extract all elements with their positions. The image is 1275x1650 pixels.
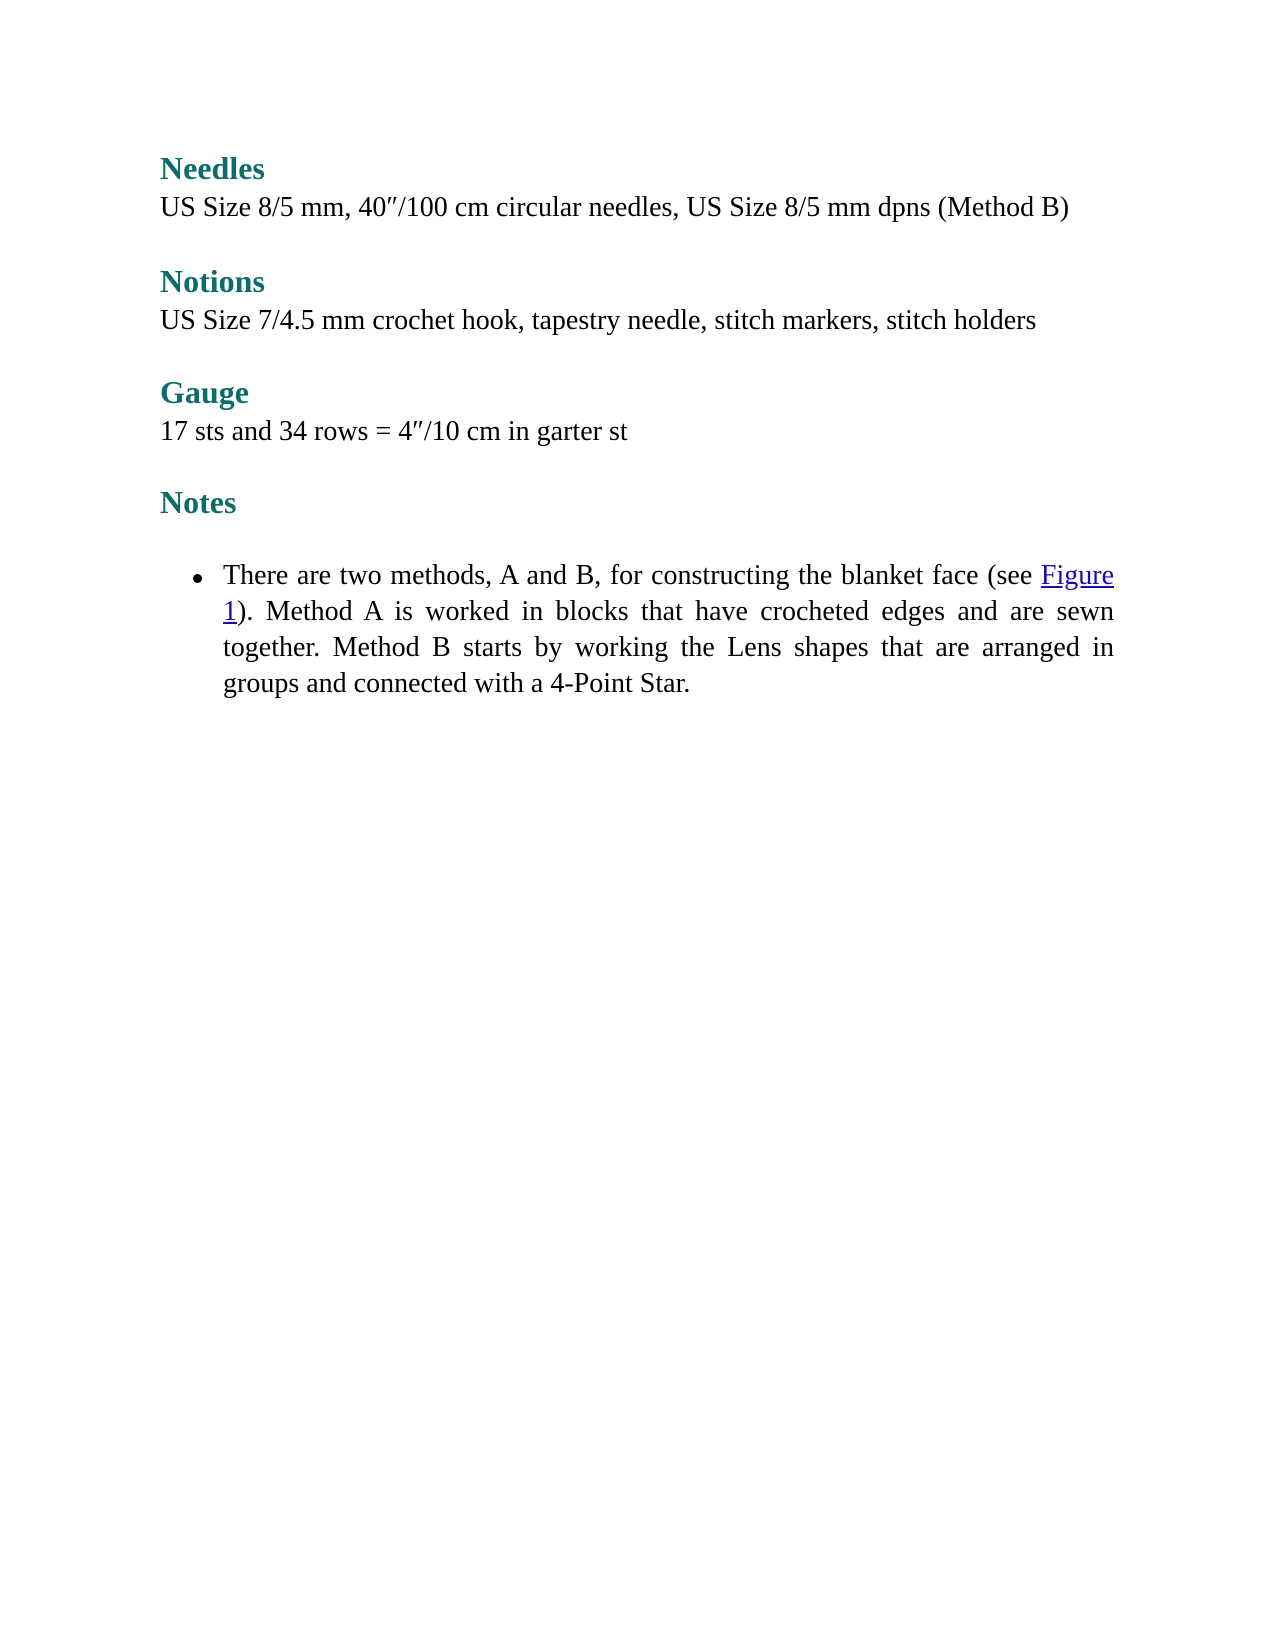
document-page	[160, 150, 1114, 702]
gauge-section	[160, 374, 1114, 450]
notes-heading: Notes	[160, 484, 237, 520]
gauge-heading: Gauge	[160, 374, 249, 410]
note-text-start: There are two methods, A and B, for constructing the blanket face (see	[223, 560, 1041, 591]
notes-list	[160, 558, 1114, 702]
figure-1-link[interactable]: Figure 1	[223, 560, 1114, 627]
bullet-icon	[193, 574, 202, 583]
notions-heading: Notions	[160, 263, 265, 299]
note-text-end: ). Method A is worked in blocks that have crocheted edges and are sewn together. Method B starts by working the Lens shapes that are arranged in groups and connected with a 4-Point Star.	[223, 596, 1114, 699]
gauge-text: 17 sts and 34 rows = 4″/10 cm in garter st	[160, 416, 628, 447]
list-item	[223, 558, 1114, 702]
notes-section	[160, 484, 1114, 702]
needles-text: US Size 8/5 mm, 40″/100 cm circular needles, US Size 8/5 mm dpns (Method B)	[160, 192, 1070, 223]
notions-text: US Size 7/4.5 mm crochet hook, tapestry needle, stitch markers, stitch holders	[160, 305, 1037, 336]
needles-section	[160, 150, 1114, 226]
needles-heading: Needles	[160, 150, 265, 186]
notions-section	[160, 263, 1114, 339]
